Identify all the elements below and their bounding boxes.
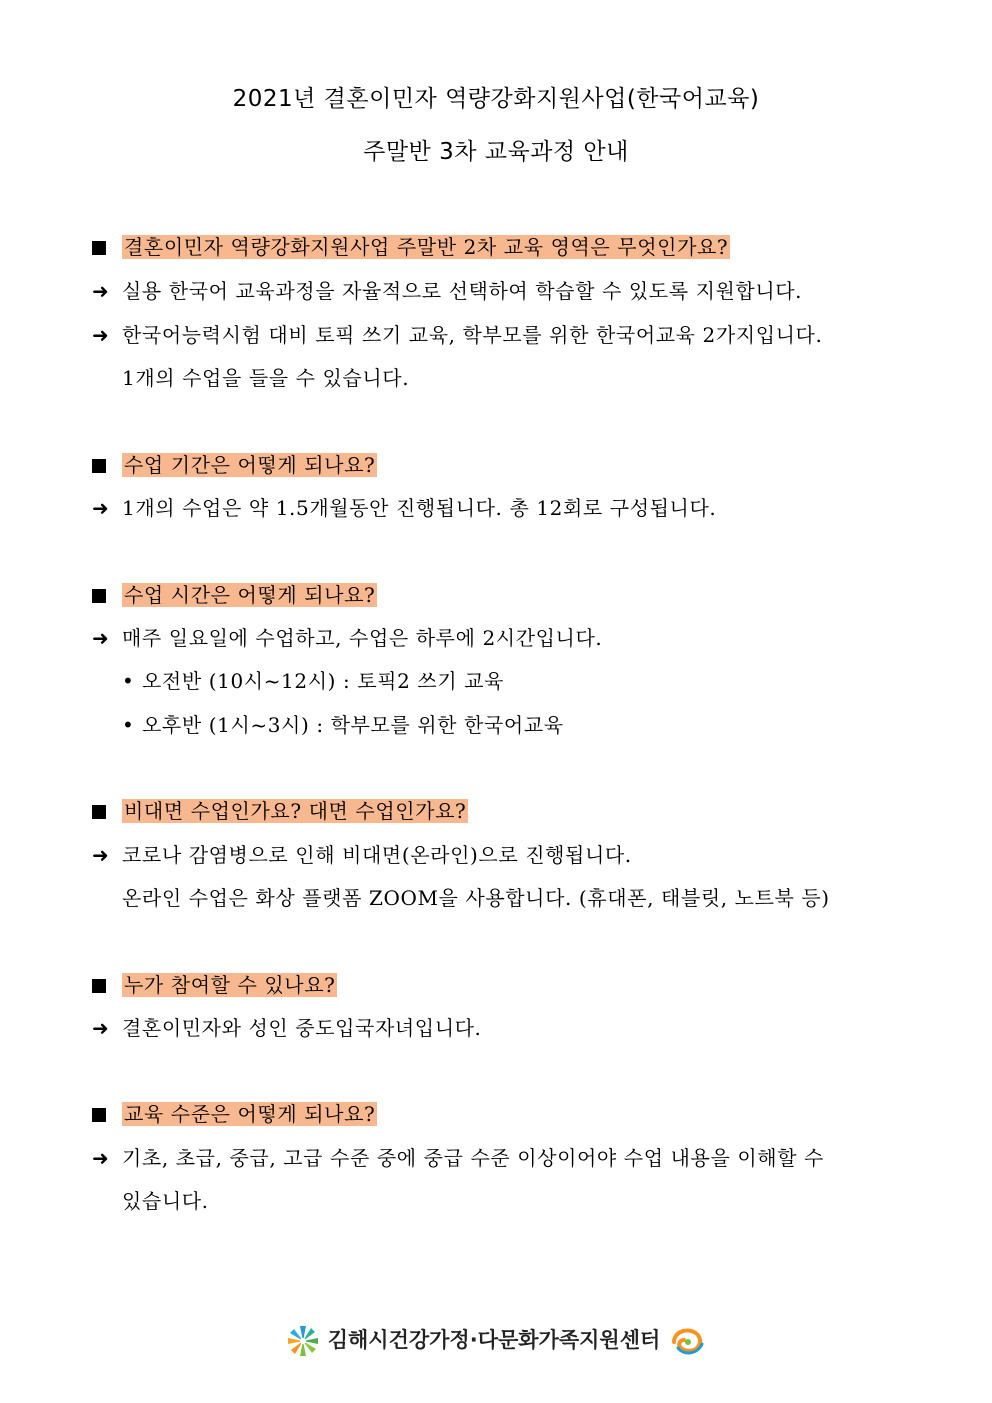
arrow-icon: ➜ [92,323,110,347]
answer-4-continuation: 온라인 수업은 화상 플랫폼 ZOOM을 사용합니다. (휴대폰, 태블릿, 노트북 등) [122,886,830,910]
square-bullet-icon [92,459,106,473]
square-bullet-icon [92,241,106,255]
arrow-icon: ➜ [92,1016,110,1040]
square-bullet-icon [92,1108,106,1122]
answer-6-continuation: 있습니다. [122,1189,209,1213]
footer-logo [0,1324,992,1358]
square-bullet-icon [92,589,106,603]
question-1 [92,233,730,261]
question-text: 수업 시간은 어떻게 되나요? [124,583,376,607]
question-6 [92,1100,377,1128]
answer-6-1: ➜ 기초, 초급, 중급, 고급 수준 중에 중급 수준 이상이어야 수업 내용을 이해할 수 [92,1146,824,1170]
title-line-1: 2021년 결혼이민자 역량강화지원사업(한국어교육) [232,86,760,112]
sub-item-1: • 오전반 (10시~12시) : 토픽2 쓰기 교육 [122,669,505,693]
question-text: 수업 기간은 어떻게 되나요? [124,453,376,477]
question-4 [92,797,468,825]
org-name: 김해시건강가정·다문화가족지원센터 [327,1328,661,1352]
question-text: 비대면 수업인가요? 대면 수업인가요? [124,799,467,823]
answer-2-1: ➜ 1개의 수업은 약 1.5개월동안 진행됩니다. 총 12회로 구성됩니다. [92,496,717,520]
title-line-2: 주말반 3차 교육과정 안내 [363,139,629,165]
question-text: 결혼이민자 역량강화지원사업 주말반 2차 교육 영역은 무엇인가요? [124,235,729,259]
answer-1-continuation: 1개의 수업을 들을 수 있습니다. [122,366,410,390]
arrow-icon: ➜ [92,626,110,650]
arrow-icon: ➜ [92,279,110,303]
arrow-icon: ➜ [92,496,110,520]
arrow-icon: ➜ [92,843,110,867]
answer-4-1: ➜ 코로나 감염병으로 인해 비대면(온라인)으로 진행됩니다. [92,843,632,867]
answer-5-1: ➜ 결혼이민자와 성인 중도입국자녀입니다. [92,1016,482,1040]
question-2 [92,451,377,479]
answer-1-1: ➜ 실용 한국어 교육과정을 자율적으로 선택하여 학습할 수 있도록 지원합니다. [92,279,803,303]
question-text: 교육 수준은 어떻게 되나요? [124,1102,376,1126]
dot-bullet-icon: • [122,713,135,737]
question-5 [92,971,337,999]
question-text: 누가 참여할 수 있나요? [124,973,336,997]
arrow-icon: ➜ [92,1146,110,1170]
square-bullet-icon [92,979,106,993]
dot-bullet-icon: • [122,669,135,693]
pinwheel-logo-icon [286,1324,320,1358]
swirl-logo-icon [668,1326,706,1356]
square-bullet-icon [92,805,106,819]
answer-3-1: ➜ 매주 일요일에 수업하고, 수업은 하루에 2시간입니다. [92,626,603,650]
sub-item-2: • 오후반 (1시~3시) : 학부모를 위한 한국어교육 [122,713,564,737]
question-3 [92,581,377,609]
answer-1-2: ➜ 한국어능력시험 대비 토픽 쓰기 교육, 학부모를 위한 한국어교육 2가지입니다. [92,323,823,347]
